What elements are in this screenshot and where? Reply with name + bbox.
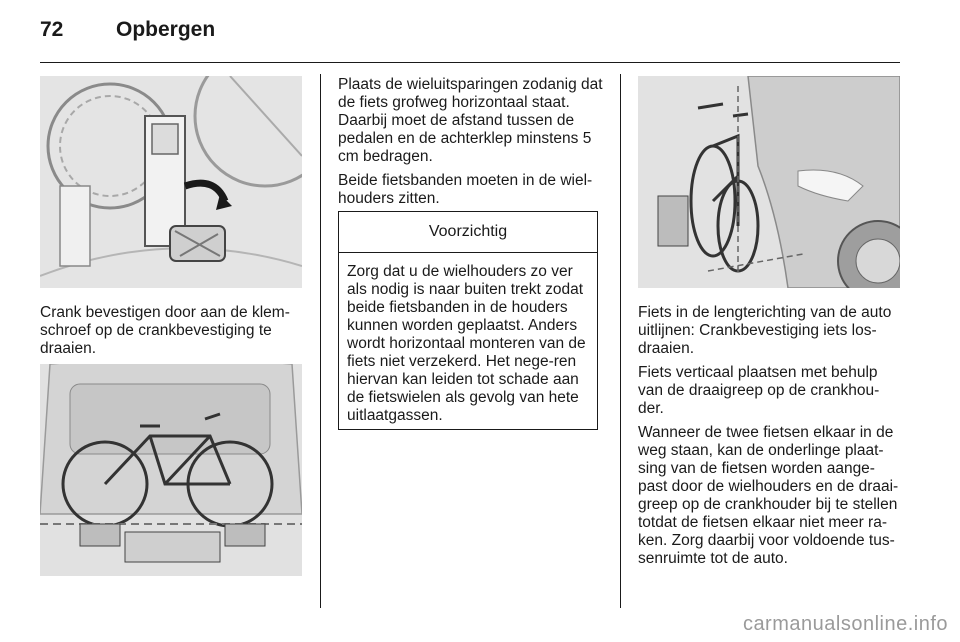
paragraph: Wanneer de twee fietsen elkaar in de weg staan, kan de onderlinge plaat-sing van de fietsen worden aange-past door de wielhouders en de draai-greep op de crankhouder bij te stellen totdat de fietsen elkaar niet meer ra-ken. Zorg daarbij voor voldoende tus-senruimte tot de auto. — [638, 424, 899, 567]
warning-title: Voorzichtig — [339, 212, 597, 253]
warning-text: Zorg dat u de wielhouders zo ver als nodig is naar buiten trekt zodat beide fietsbanden in de houders kunnen worden geplaatst. Anders wordt horizontaal monteren van de fiets niet verzekerd. Het nege-ren hiervan kan leiden tot schade aan de fietswielen als gevolg van hete uitlaatgassen. — [347, 263, 586, 424]
paragraph: Beide fietsbanden moeten in de wiel-houders zitten. — [338, 172, 593, 207]
warning-box — [338, 211, 598, 430]
paragraph: Plaats de wieluitsparingen zodanig dat de fiets grofweg horizontaal staat. Daarbij moet de afstand tussen de pedalen en de achterklep minstens 5 cm bedragen. — [338, 76, 603, 165]
side-bike-alignment-illustration — [638, 76, 900, 288]
header-rule — [40, 62, 900, 63]
watermark: carmanualsonline.info — [742, 613, 948, 635]
column-divider — [620, 74, 621, 608]
column-divider — [320, 74, 321, 608]
paragraph: Fiets verticaal plaatsen met behulp van de draaigreep op de crankhou-der. — [638, 364, 880, 417]
crank-caption: Crank bevestigen door aan de klem- schroef op de crankbevestiging te draaien. — [40, 304, 290, 357]
page-number: 72 — [40, 18, 64, 41]
page-title: Opbergen — [116, 18, 216, 41]
rear-bike-carrier-illustration — [40, 364, 302, 576]
crank-clamp-illustration — [40, 76, 302, 288]
paragraph: Fiets in de lengterichting van de auto uitlijnen: Crankbevestiging iets los-draaien. — [638, 304, 892, 357]
